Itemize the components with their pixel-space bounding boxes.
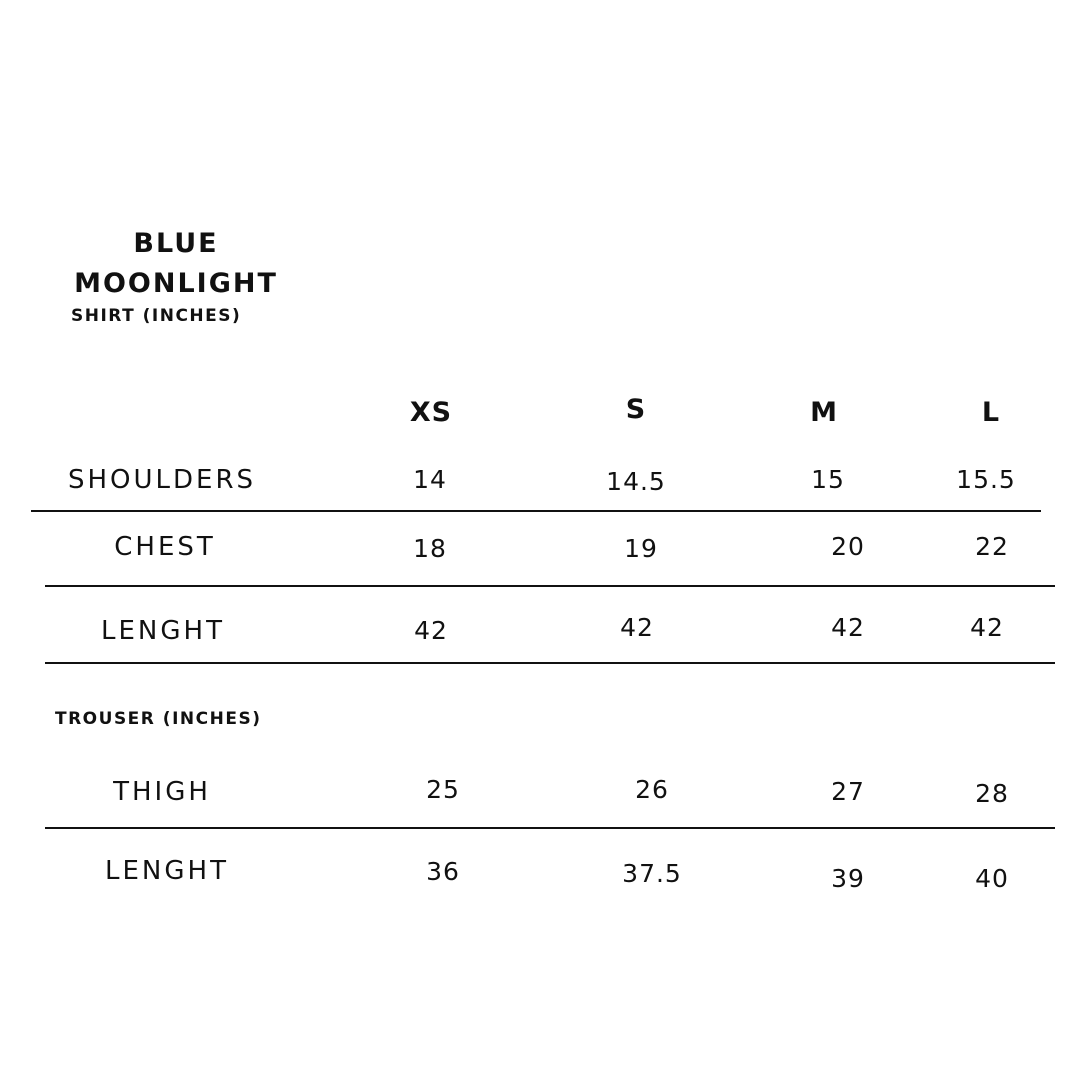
cell-chest-m: 20 — [831, 532, 865, 561]
row-label-shoulders: SHOULDERS — [67, 465, 257, 495]
cell-shirt-length-xs: 42 — [414, 616, 448, 645]
cell-chest-l: 22 — [975, 532, 1009, 561]
cell-shoulders-l: 15.5 — [956, 465, 1016, 494]
row-divider — [31, 510, 1041, 512]
cell-thigh-l: 28 — [975, 779, 1009, 808]
row-divider — [45, 827, 1055, 829]
row-label-shirt-length: LENGHT — [101, 616, 225, 646]
row-divider — [45, 662, 1055, 664]
trouser-section-heading: TROUSER (INCHES) — [55, 709, 262, 729]
cell-trouser-length-l: 40 — [975, 864, 1009, 893]
title-line-2: MOONLIGHT — [74, 268, 278, 299]
cell-shirt-length-s: 42 — [620, 613, 654, 642]
size-header-s: S — [625, 394, 647, 425]
size-header-m: M — [810, 397, 838, 428]
row-divider — [45, 585, 1055, 587]
cell-shirt-length-l: 42 — [970, 613, 1004, 642]
cell-trouser-length-xs: 36 — [426, 857, 460, 886]
row-label-chest: CHEST — [114, 532, 216, 562]
cell-shoulders-m: 15 — [811, 465, 845, 494]
cell-thigh-s: 26 — [635, 775, 669, 804]
cell-trouser-length-m: 39 — [831, 864, 865, 893]
cell-chest-s: 19 — [624, 534, 658, 563]
row-label-thigh: THIGH — [113, 777, 211, 807]
title-line-1: BLUE — [133, 228, 219, 259]
size-header-xs: XS — [409, 397, 453, 428]
cell-shoulders-xs: 14 — [413, 465, 447, 494]
cell-thigh-m: 27 — [831, 777, 865, 806]
shirt-section-heading: SHIRT (INCHES) — [71, 306, 242, 326]
size-header-l: L — [981, 397, 1001, 428]
cell-shirt-length-m: 42 — [831, 613, 865, 642]
row-label-trouser-length: LENGHT — [105, 856, 229, 886]
cell-trouser-length-s: 37.5 — [622, 859, 682, 888]
cell-shoulders-s: 14.5 — [606, 467, 666, 496]
cell-thigh-xs: 25 — [426, 775, 460, 804]
cell-chest-xs: 18 — [413, 534, 447, 563]
